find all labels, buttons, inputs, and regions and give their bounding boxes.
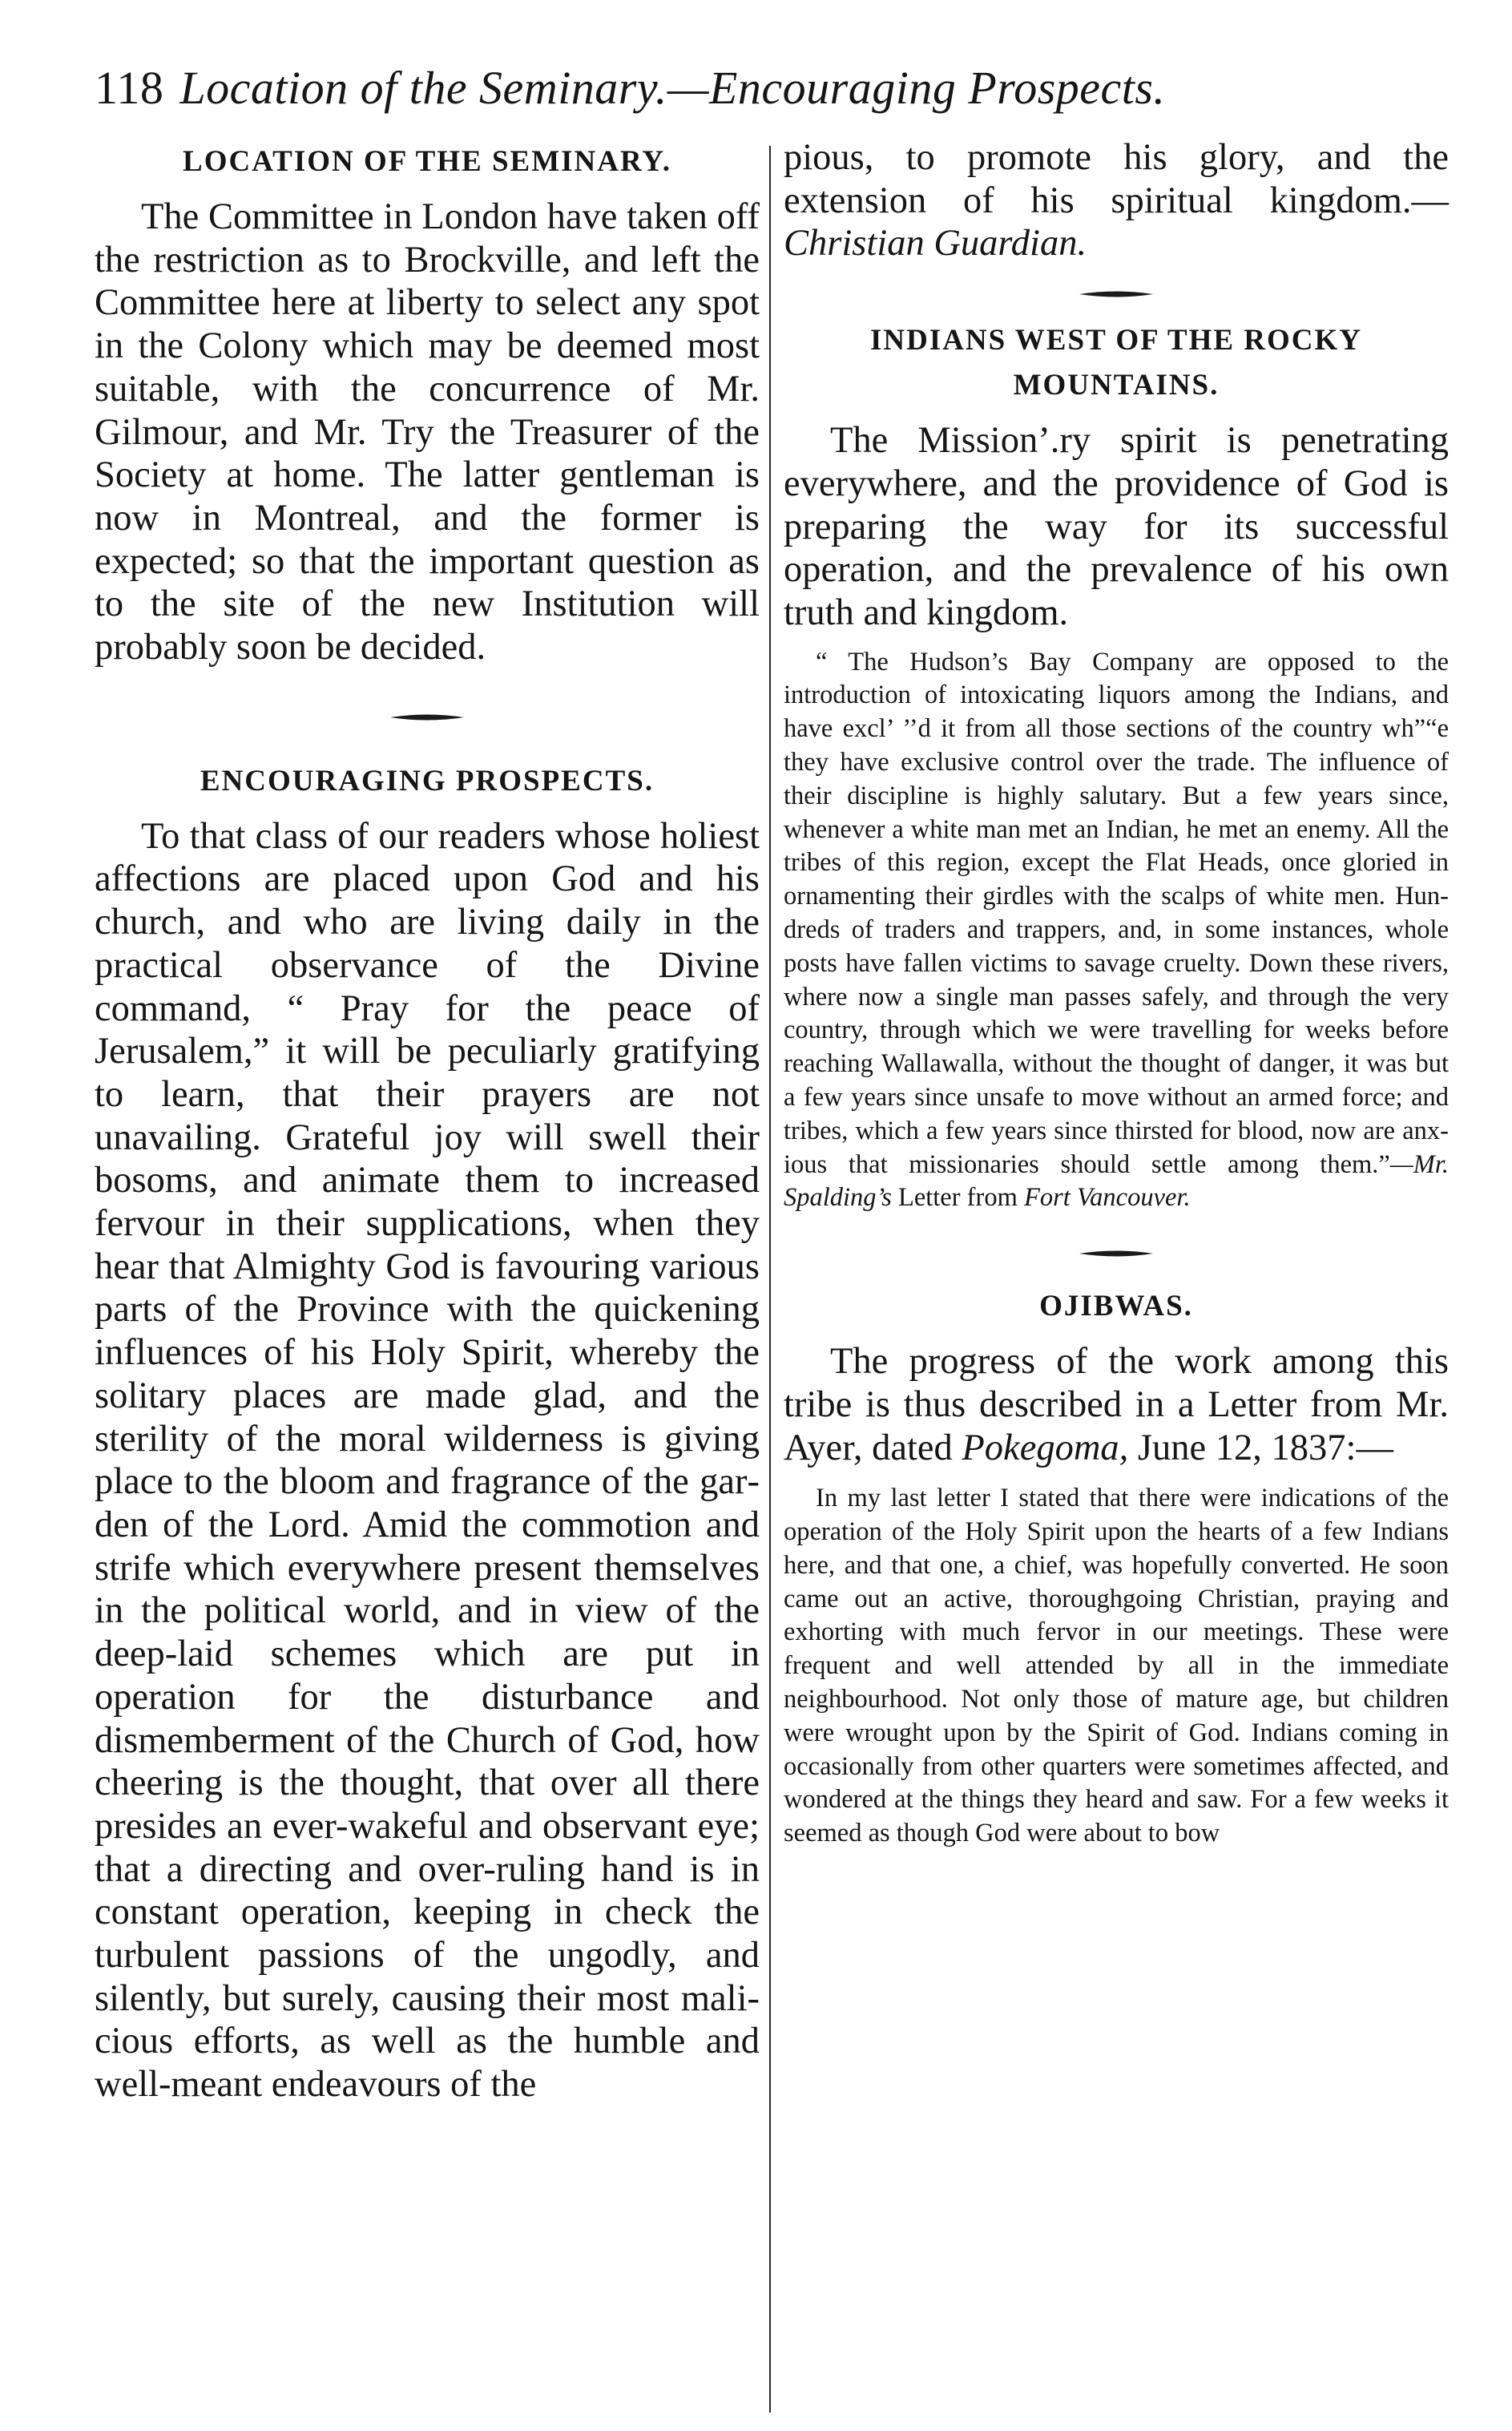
section-body-prospects: To that class of our readers whose holiest affections are placed upon God and his church, and who are living daily in the practical observance of the Divine command, “ Pray for the peace of Jerusalem,” it will be peculiarly gratifying to learn, that their prayers are not unavailing. Grateful joy will swell their bosoms, and animate them to increased fervour in their supplications, when they hear that Almighty God is favouring various parts of the Province with the quickening influences of his Holy Spirit, whereby the solitary places are made glad, and the sterility of the moral wilderness is giving place to the bloom and fragrance of the garden of the Lord. Amid the commotion and strife which everywhere present themselves in the political world, and in view of the deep-laid schemes which are put in operation for the disturbance and dismemberment of the Church of God, how cheering is the thought, that over all there presides an ever-wakeful and observant eye; that a directing and over-ruling hand is in constant operation, keeping in check the turbulent passions of the ungodly, and silently, but surely, causing their most malicious efforts, as well as the humble and well-meant endeavours of the [95, 815, 760, 2106]
running-head [95, 56, 1425, 120]
section-heading-indians-line1: INDIANS WEST OF THE ROCKY [869, 324, 1363, 357]
quote-place: Fort Vancouver. [1023, 1183, 1191, 1213]
page-number: 118 [95, 62, 164, 114]
quoted-letter-spalding [784, 646, 1449, 1216]
section-intro-indians: The Mission’.ry spirit is penetrating everywhere, and the providence of God is preparing the way for its successful operation, and the prevalence of his own truth and kingdom. [784, 420, 1449, 633]
section-body-location: The Committee in London have taken off the restriction as to Brockville, and left the Committee here at liberty to select any spot in the Colony which may be deemed most suitable, with the concurrence of Mr. Gilmour, and Mr. Try the Treasurer of the Society at home. The latter gentleman is now in Montreal, and the former is expected; so that the important question as to the site of the new Institution will probably soon be decided. [95, 196, 760, 668]
section-heading-prospects: ENCOURAGING PROSPECTS. [200, 764, 655, 798]
intro-text: The progress of the work among this tribe is thus described in a Letter from Mr. Ayer, dated [784, 1341, 1449, 1468]
section-heading-ojibwas: OJIBWAS. [1039, 1290, 1193, 1323]
continued-paragraph [784, 136, 1449, 265]
running-head-title: Location of the Seminary.—Encouraging Prospects. [179, 62, 1166, 114]
source-citation: Christian Guardian. [784, 223, 1087, 265]
quote-text: “ The Hudson’s Bay Company are opposed to the introduction of intoxicating liquors among the Indians, and have excl’ ’’d it from all those sections of the country wh”“e they have exclusive control over the trade. The influence of their discipline is highly salutary. But a few years since, whenever a white man met an Indian, he met an enemy. All the tribes of this region, except the Flat Heads, once gloried in ornamenting their girdles with the scalps of white men. Hundreds of traders and trappers, and, in some instances, whole posts have fallen victims to savage cruelty. Down these rivers, where now a single man passes safely, and through the very country, through which we were travelling for weeks before reaching Wallawalla, without the thought of danger, it was but a few years since unsafe to move without an armed force; and tribes, which a few years since thirsted for blood, now are anxious that missionaries should settle among them.” [784, 647, 1449, 1179]
section-intro-ojibwas [784, 1340, 1449, 1469]
right-column [784, 136, 1449, 1851]
continued-text: pious, to promote his glory, and the extension of his spiritual kingdom.— [784, 137, 1449, 221]
intro-place: Pokegoma, [962, 1427, 1129, 1468]
column-rule [769, 146, 771, 2413]
section-heading-location: LOCATION OF THE SEMINARY. [183, 145, 671, 178]
quote-author: —Mr. Spalding’s [784, 1149, 1449, 1213]
ornament-divider-icon [1078, 288, 1155, 301]
section-heading-indians-line2: MOUNTAINS. [1013, 369, 1220, 402]
left-column [95, 136, 760, 2106]
ornament-divider-icon [389, 711, 466, 724]
intro-date: June 12, 1837:— [1128, 1427, 1393, 1468]
quoted-letter-ayer: In my last letter I stated that there were indications of the operation of the Holy Spirit upon the hearts of a few Indians here, and that one, a chief, was hopefully converted. He soon came out an active, thoroughgoing Christian, praying and exhorting with much fervor in our meetings. These were frequent and well attended by all in the immediate neighbourhood. Not only those of mature age, but children were wrought upon by the Spirit of God. Indians coming in occasionally from other quarters were sometimes affected, and wondered at the things they heard and saw. For a few weeks it seemed as though God were about to bow [784, 1484, 1449, 1848]
quote-source-mid: Letter from [891, 1183, 1024, 1213]
ornament-divider-icon [1078, 1247, 1155, 1260]
